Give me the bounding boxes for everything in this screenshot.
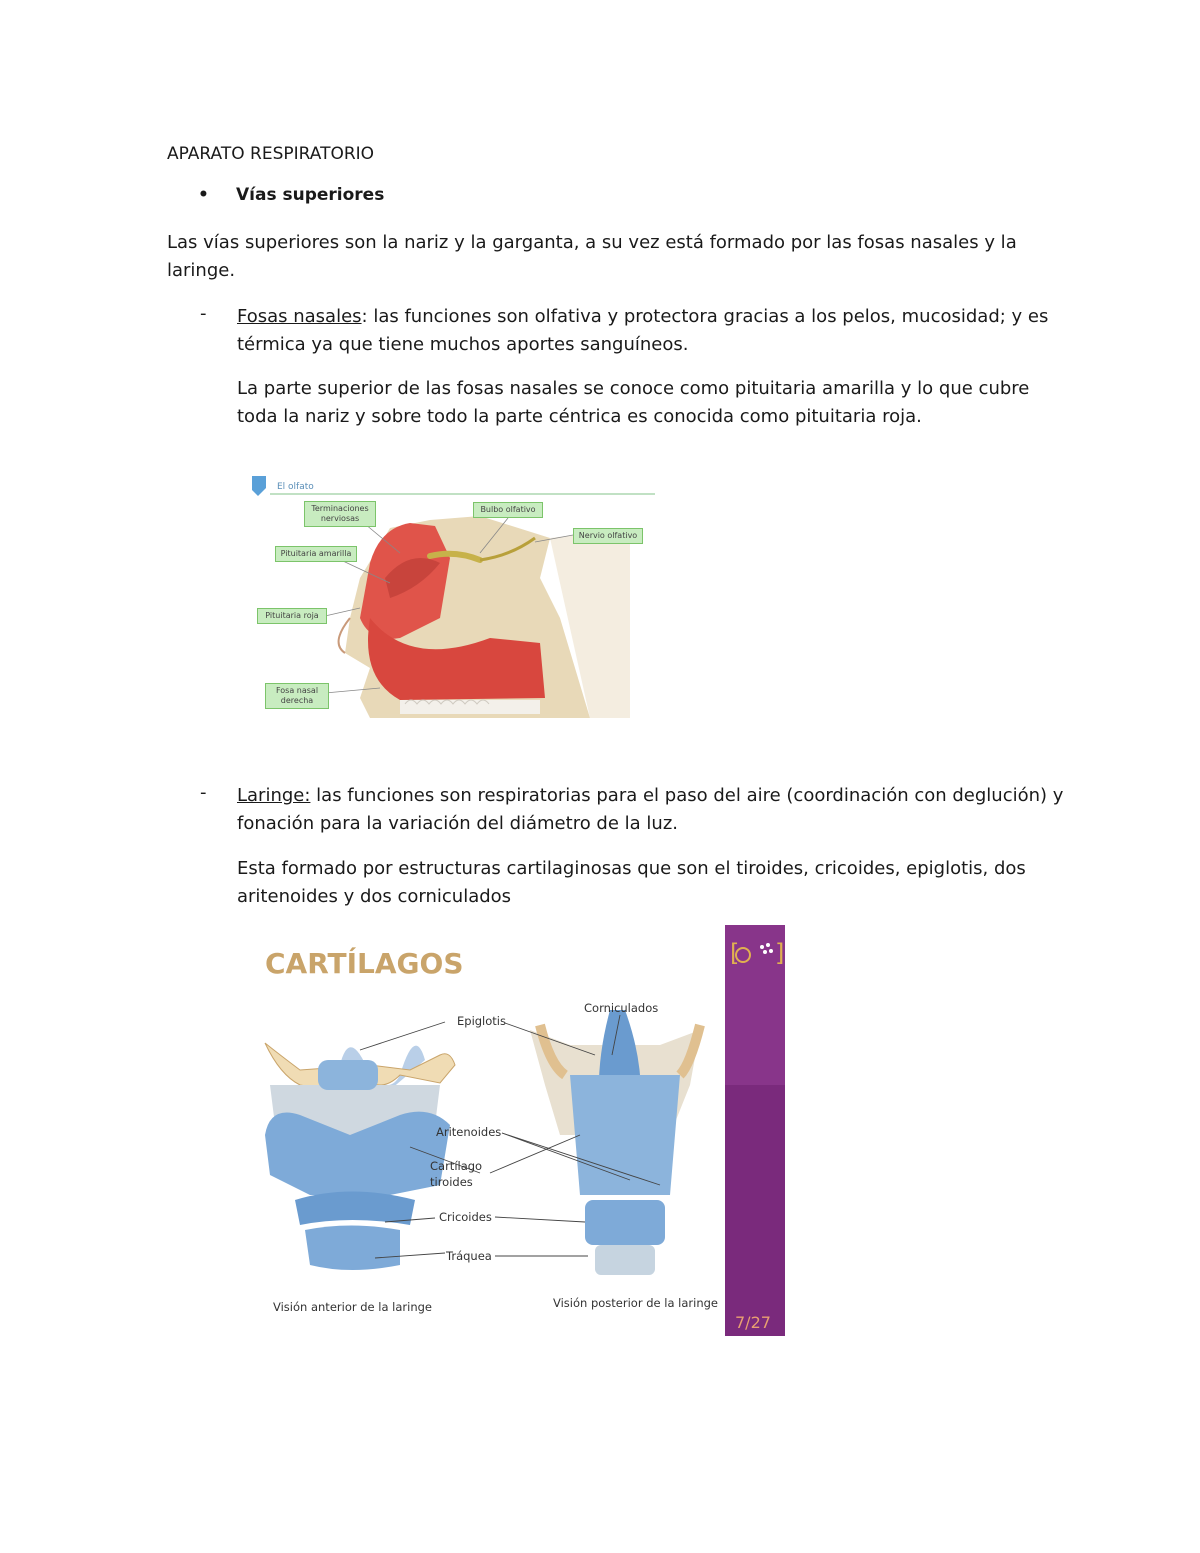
cartilagos-illustration xyxy=(240,925,786,1337)
label-traquea: Tráquea xyxy=(446,1249,492,1263)
cartilagos-heading: CARTÍLAGOS xyxy=(265,947,464,980)
olfato-heading-icon xyxy=(252,476,266,496)
label-fosa-nasal-derecha: Fosa nasal derecha xyxy=(265,683,329,709)
slide-number: 7/27 xyxy=(735,1313,771,1332)
fosas-line-1 xyxy=(237,303,1048,331)
svg-text:[: [ xyxy=(730,939,740,967)
document-title: APARATO RESPIRATORIO xyxy=(167,144,375,164)
dash-marker: - xyxy=(200,303,207,324)
laringe-para-line-2: aritenoides y dos corniculados xyxy=(237,886,512,907)
caption-anterior: Visión anterior de la laringe xyxy=(273,1300,432,1314)
olfato-heading: El olfato xyxy=(277,482,314,492)
label-pituitaria-roja: Pituitaria roja xyxy=(257,608,327,624)
svg-text:]: ] xyxy=(775,939,785,967)
label-corniculados: Corniculados xyxy=(584,1001,659,1015)
intro-line-2: laringe. xyxy=(167,260,236,281)
laringe-term: Laringe: xyxy=(237,785,311,806)
label-terminaciones: Terminaciones nerviosas xyxy=(304,501,376,527)
label-aritenoides: Aritenoides xyxy=(436,1125,502,1139)
label-cricoides: Cricoides xyxy=(439,1210,492,1224)
label-nervio-olfativo: Nervio olfativo xyxy=(573,528,643,544)
bullet-heading xyxy=(198,185,384,205)
fosas-line-1-rest: : las funciones son olfativa y protectora gracias a los pelos, mucosidad; y es xyxy=(361,306,1049,327)
intro-line-1: Las vías superiores son la nariz y la garganta, a su vez está formado por las fosas nasales y la xyxy=(167,232,1017,253)
bullet-dot-icon: • xyxy=(198,185,209,205)
olfato-figure xyxy=(250,468,660,728)
laringe-line-2: fonación para la variación del diámetro de la luz. xyxy=(237,813,678,834)
bullet-heading-text: Vías superiores xyxy=(236,185,385,205)
label-pituitaria-amarilla: Pituitaria amarilla xyxy=(275,546,357,562)
fosas-para-line-1: La parte superior de las fosas nasales se conoce como pituitaria amarilla y lo que cubre xyxy=(237,378,1030,399)
dash-marker: - xyxy=(200,782,207,803)
fosas-para-line-2: toda la nariz y sobre todo la parte céntrica es conocida como pituitaria roja. xyxy=(237,406,922,427)
label-bulbo-olfativo: Bulbo olfativo xyxy=(473,502,543,518)
laringe-line-1 xyxy=(237,782,1063,810)
caption-posterior: Visión posterior de la laringe xyxy=(553,1296,718,1310)
laringe-line-1-rest: las funciones son respiratorias para el paso del aire (coordinación con deglución) y xyxy=(310,785,1064,806)
fosas-term: Fosas nasales xyxy=(237,306,362,327)
cartilagos-figure xyxy=(240,925,786,1337)
fosas-line-2: térmica ya que tiene muchos aportes sanguíneos. xyxy=(237,334,689,355)
laringe-para-line-1: Esta formado por estructuras cartilaginosas que son el tiroides, cricoides, epiglotis, dos xyxy=(237,858,1026,879)
label-cartilago-tiroides: Cartílago tiroides xyxy=(430,1159,483,1189)
label-epiglotis: Epiglotis xyxy=(457,1014,506,1028)
